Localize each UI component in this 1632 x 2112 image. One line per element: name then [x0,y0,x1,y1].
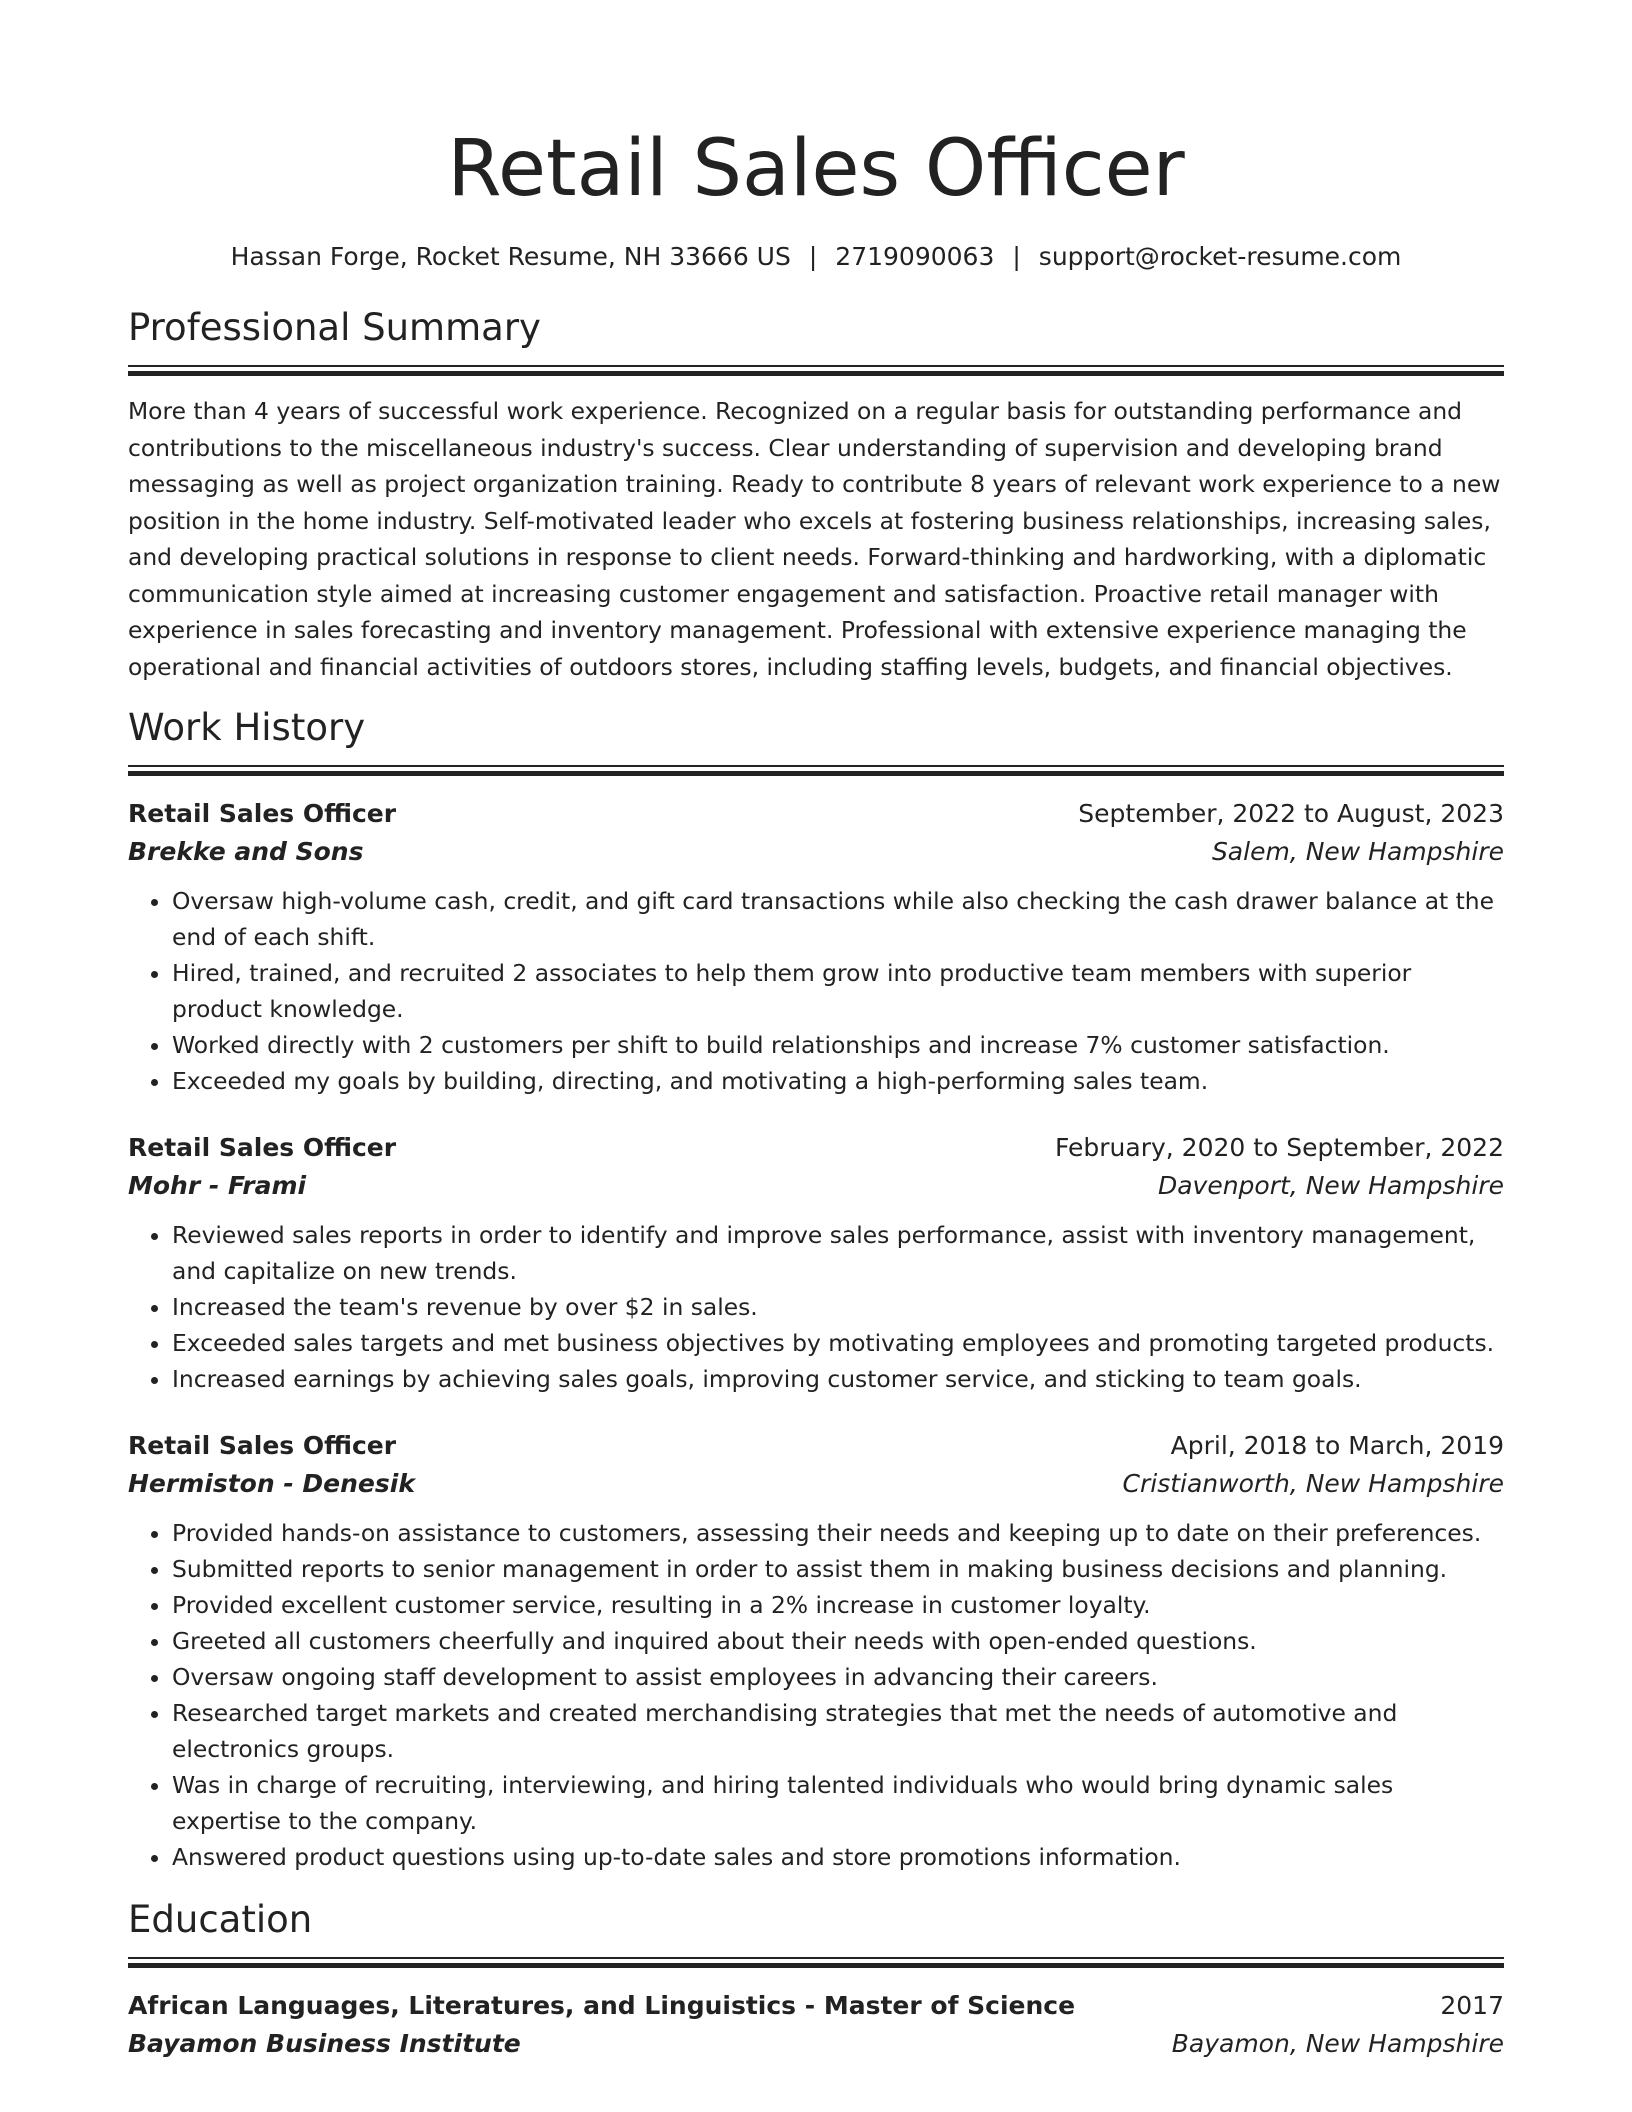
section-divider [128,765,1504,777]
list-item: • Exceeded sales targets and met business objectives by motivating employees and promoting targeted products. [172,1325,1504,1361]
list-item: • Provided hands-on assistance to customers, assessing their needs and keeping up to date on their preferences. [172,1515,1504,1551]
job-location: Salem, New Hampshire [1211,837,1504,866]
job-header-row [128,1129,1504,1167]
list-item: • Was in charge of recruiting, interviewing, and hiring talented individuals who would bring dynamic sales expertise to the company. [172,1767,1504,1839]
education-school: Bayamon Business Institute [128,2029,521,2058]
job-entry [128,1129,1504,1397]
job-location: Davenport, New Hampshire [1157,1171,1504,1200]
summary-section [128,305,1504,685]
education-location: Bayamon, New Hampshire [1171,2029,1504,2058]
summary-text: More than 4 years of successful work experience. Recognized on a regular basis for outstanding performance and contributions to the miscellaneous industry's success. Clear understanding of supervision and developing brand messaging as well as project organization training. Ready to contribute 8 years of relevant work experience to a new position in the home industry. Self-motivated leader who excels at fostering business relationships, increasing sales, and developing practical solutions in response to client needs. Forward-thinking and hardworking, with a diplomatic communication style aimed at increasing customer engagement and satisfaction. Proactive retail manager with experience in sales forecasting and inventory management. Professional with extensive experience managing the operational and financial activities of outdoors stores, including staffing levels, budgets, and financial objectives. [128,397,1501,681]
list-item: • Reviewed sales reports in order to identify and improve sales performance, assist with inventory management, and capitalize on new trends. [172,1217,1504,1289]
summary-heading: Professional Summary [128,306,541,349]
education-section [128,1897,1504,2063]
section-divider [128,1957,1504,1969]
education-heading: Education [128,1898,313,1941]
list-item: • Hired, trained, and recruited 2 associates to help them grow into productive team members with superior product knowledge. [172,955,1504,1027]
job-entry [128,795,1504,1099]
work-heading: Work History [128,706,366,749]
education-degree: African Languages, Literatures, and Linguistics - Master of Science [128,1991,1076,2020]
contact-phone: 2719090063 [835,242,995,271]
job-entry [128,1427,1504,1875]
list-item: • Greeted all customers cheerfully and inquired about their needs with open-ended questions. [172,1623,1504,1659]
list-item: • Increased earnings by achieving sales goals, improving customer service, and sticking to team goals. [172,1361,1504,1397]
job-subheader-row [128,1167,1504,1205]
job-company: Brekke and Sons [128,837,364,866]
contact-line [128,240,1504,274]
list-item: • Oversaw high-volume cash, credit, and gift card transactions while also checking the cash drawer balance at the end of each shift. [172,883,1504,955]
job-location: Cristianworth, New Hampshire [1122,1469,1504,1498]
job-bullets [128,1515,1504,1875]
job-bullets [128,1217,1504,1397]
job-dates: September, 2022 to August, 2023 [1078,799,1504,828]
contact-email: support@rocket-resume.com [1038,242,1402,271]
job-header-row [128,1427,1504,1465]
contact-address: Hassan Forge, Rocket Resume, NH 33666 US [230,242,791,271]
job-company: Mohr - Frami [128,1171,307,1200]
list-item: • Submitted reports to senior management in order to assist them in making business decisions and planning. [172,1551,1504,1587]
education-year: 2017 [1440,1991,1504,2020]
work-section [128,705,1504,1875]
job-subheader-row [128,1465,1504,1503]
job-dates: April, 2018 to March, 2019 [1170,1431,1504,1460]
education-entry [128,1987,1504,2063]
job-title: Retail Sales Officer [128,799,397,828]
list-item: • Exceeded my goals by building, directing, and motivating a high-performing sales team. [172,1063,1504,1099]
job-header-row [128,795,1504,833]
list-item: • Provided excellent customer service, resulting in a 2% increase in customer loyalty. [172,1587,1504,1623]
section-divider [128,365,1504,377]
contact-separator: | [1012,242,1021,271]
contact-separator: | [808,242,818,271]
list-item: • Researched target markets and created merchandising strategies that met the needs of automotive and electronics groups. [172,1695,1504,1767]
job-subheader-row [128,833,1504,871]
job-bullets [128,883,1504,1099]
list-item: • Worked directly with 2 customers per shift to build relationships and increase 7% customer satisfaction. [172,1027,1504,1063]
job-dates: February, 2020 to September, 2022 [1055,1133,1504,1162]
list-item: • Answered product questions using up-to-date sales and store promotions information. [172,1839,1504,1875]
education-header-row [128,1987,1504,2025]
resume-title: Retail Sales Officer [447,124,1185,214]
list-item: • Oversaw ongoing staff development to assist employees in advancing their careers. [172,1659,1504,1695]
job-title: Retail Sales Officer [128,1431,397,1460]
list-item: • Increased the team's revenue by over $2 in sales. [172,1289,1504,1325]
job-title: Retail Sales Officer [128,1133,397,1162]
education-subheader-row [128,2025,1504,2063]
job-company: Hermiston - Denesik [128,1469,415,1498]
